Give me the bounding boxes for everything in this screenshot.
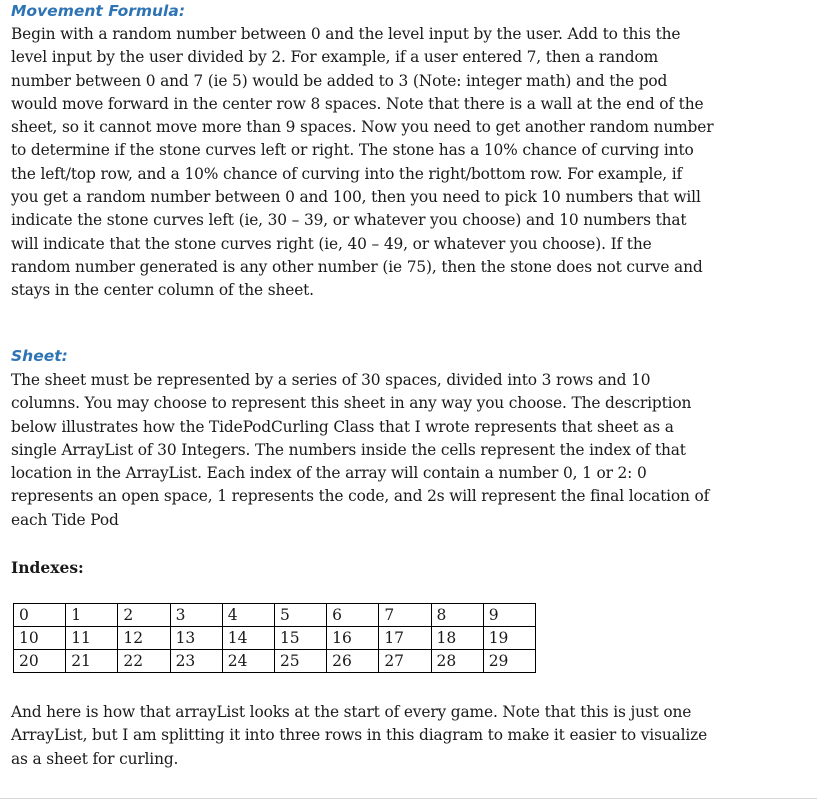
index-cell: 22 [118,650,170,673]
index-cell: 6 [327,604,379,627]
index-row-3 [14,650,536,673]
index-cell: 2 [118,604,170,627]
index-cell: 9 [483,604,535,627]
index-cell: 15 [274,627,326,650]
index-cell: 23 [170,650,222,673]
index-cell: 4 [222,604,274,627]
index-cell: 27 [379,650,431,673]
index-cell: 20 [14,650,66,673]
index-row-2 [14,627,536,650]
index-cell: 3 [170,604,222,627]
index-cell: 10 [14,627,66,650]
index-cell: 19 [483,627,535,650]
index-cell: 0 [14,604,66,627]
index-cell: 8 [431,604,483,627]
index-cell: 11 [66,627,118,650]
index-cell: 26 [327,650,379,673]
arraylist-description-paragraph: And here is how that arrayList looks at the start of every game. Note that this is just one ArrayList, but I am splitting it into three rows in this diagram to make it easier to visualize as a sheet for curling. [11,703,708,768]
index-cell: 25 [274,650,326,673]
index-cell: 28 [431,650,483,673]
sheet-heading: Sheet: [11,347,68,365]
index-cell: 13 [170,627,222,650]
index-cell: 17 [379,627,431,650]
sheet-paragraph: The sheet must be represented by a series of 30 spaces, divided into 3 rows and 10 columns. You may choose to represent this sheet in any way you choose. The description below illustrates how the TidePodCurling Class that I wrote represents that sheet as a single ArrayList of 30 Integers. The numbers inside the cells represent the index of that location in the ArrayList. Each index of the array will contain a number 0, 1 or 2: 0 represents an open space, 1 represents the code, and 2s will represent the final location of each Tide Pod [11,371,710,529]
movement-formula-heading: Movement Formula: [11,2,186,20]
index-cell: 24 [222,650,274,673]
index-cell: 16 [327,627,379,650]
index-table [13,603,536,673]
index-cell: 18 [431,627,483,650]
movement-formula-paragraph: Begin with a random number between 0 and the level input by the user. Add to this the level input by the user divided by 2. For example, if a user entered 7, then a random number between 0 and 7 (ie 5) would be added to 3 (Note: integer math) and the pod would move forward in the center row 8 spaces. Note that there is a wall at the end of the sheet, so it cannot move more than 9 spaces. Now you need to get another random number to determine if the stone curves left or right. The stone has a 10% chance of curving into the left/top row, and a 10% chance of curving into the right/bottom row. For example, if you get a random number between 0 and 100, then you need to pick 10 numbers that will indicate the stone curves left (ie, 30 – 39, or whatever you choose) and 10 numbers that will indicate that the stone curves right (ie, 40 – 49, or whatever you choose). If the random number generated is any other number (ie 75), then the stone does not curve and stays in the center column of the sheet. [11,25,714,300]
index-cell: 1 [66,604,118,627]
index-row-1 [14,604,536,627]
page-bottom-divider [0,798,817,799]
index-cell: 5 [274,604,326,627]
index-cell: 12 [118,627,170,650]
index-cell: 7 [379,604,431,627]
index-cell: 14 [222,627,274,650]
index-cell: 21 [66,650,118,673]
index-cell: 29 [483,650,535,673]
indexes-label: Indexes: [11,558,84,577]
